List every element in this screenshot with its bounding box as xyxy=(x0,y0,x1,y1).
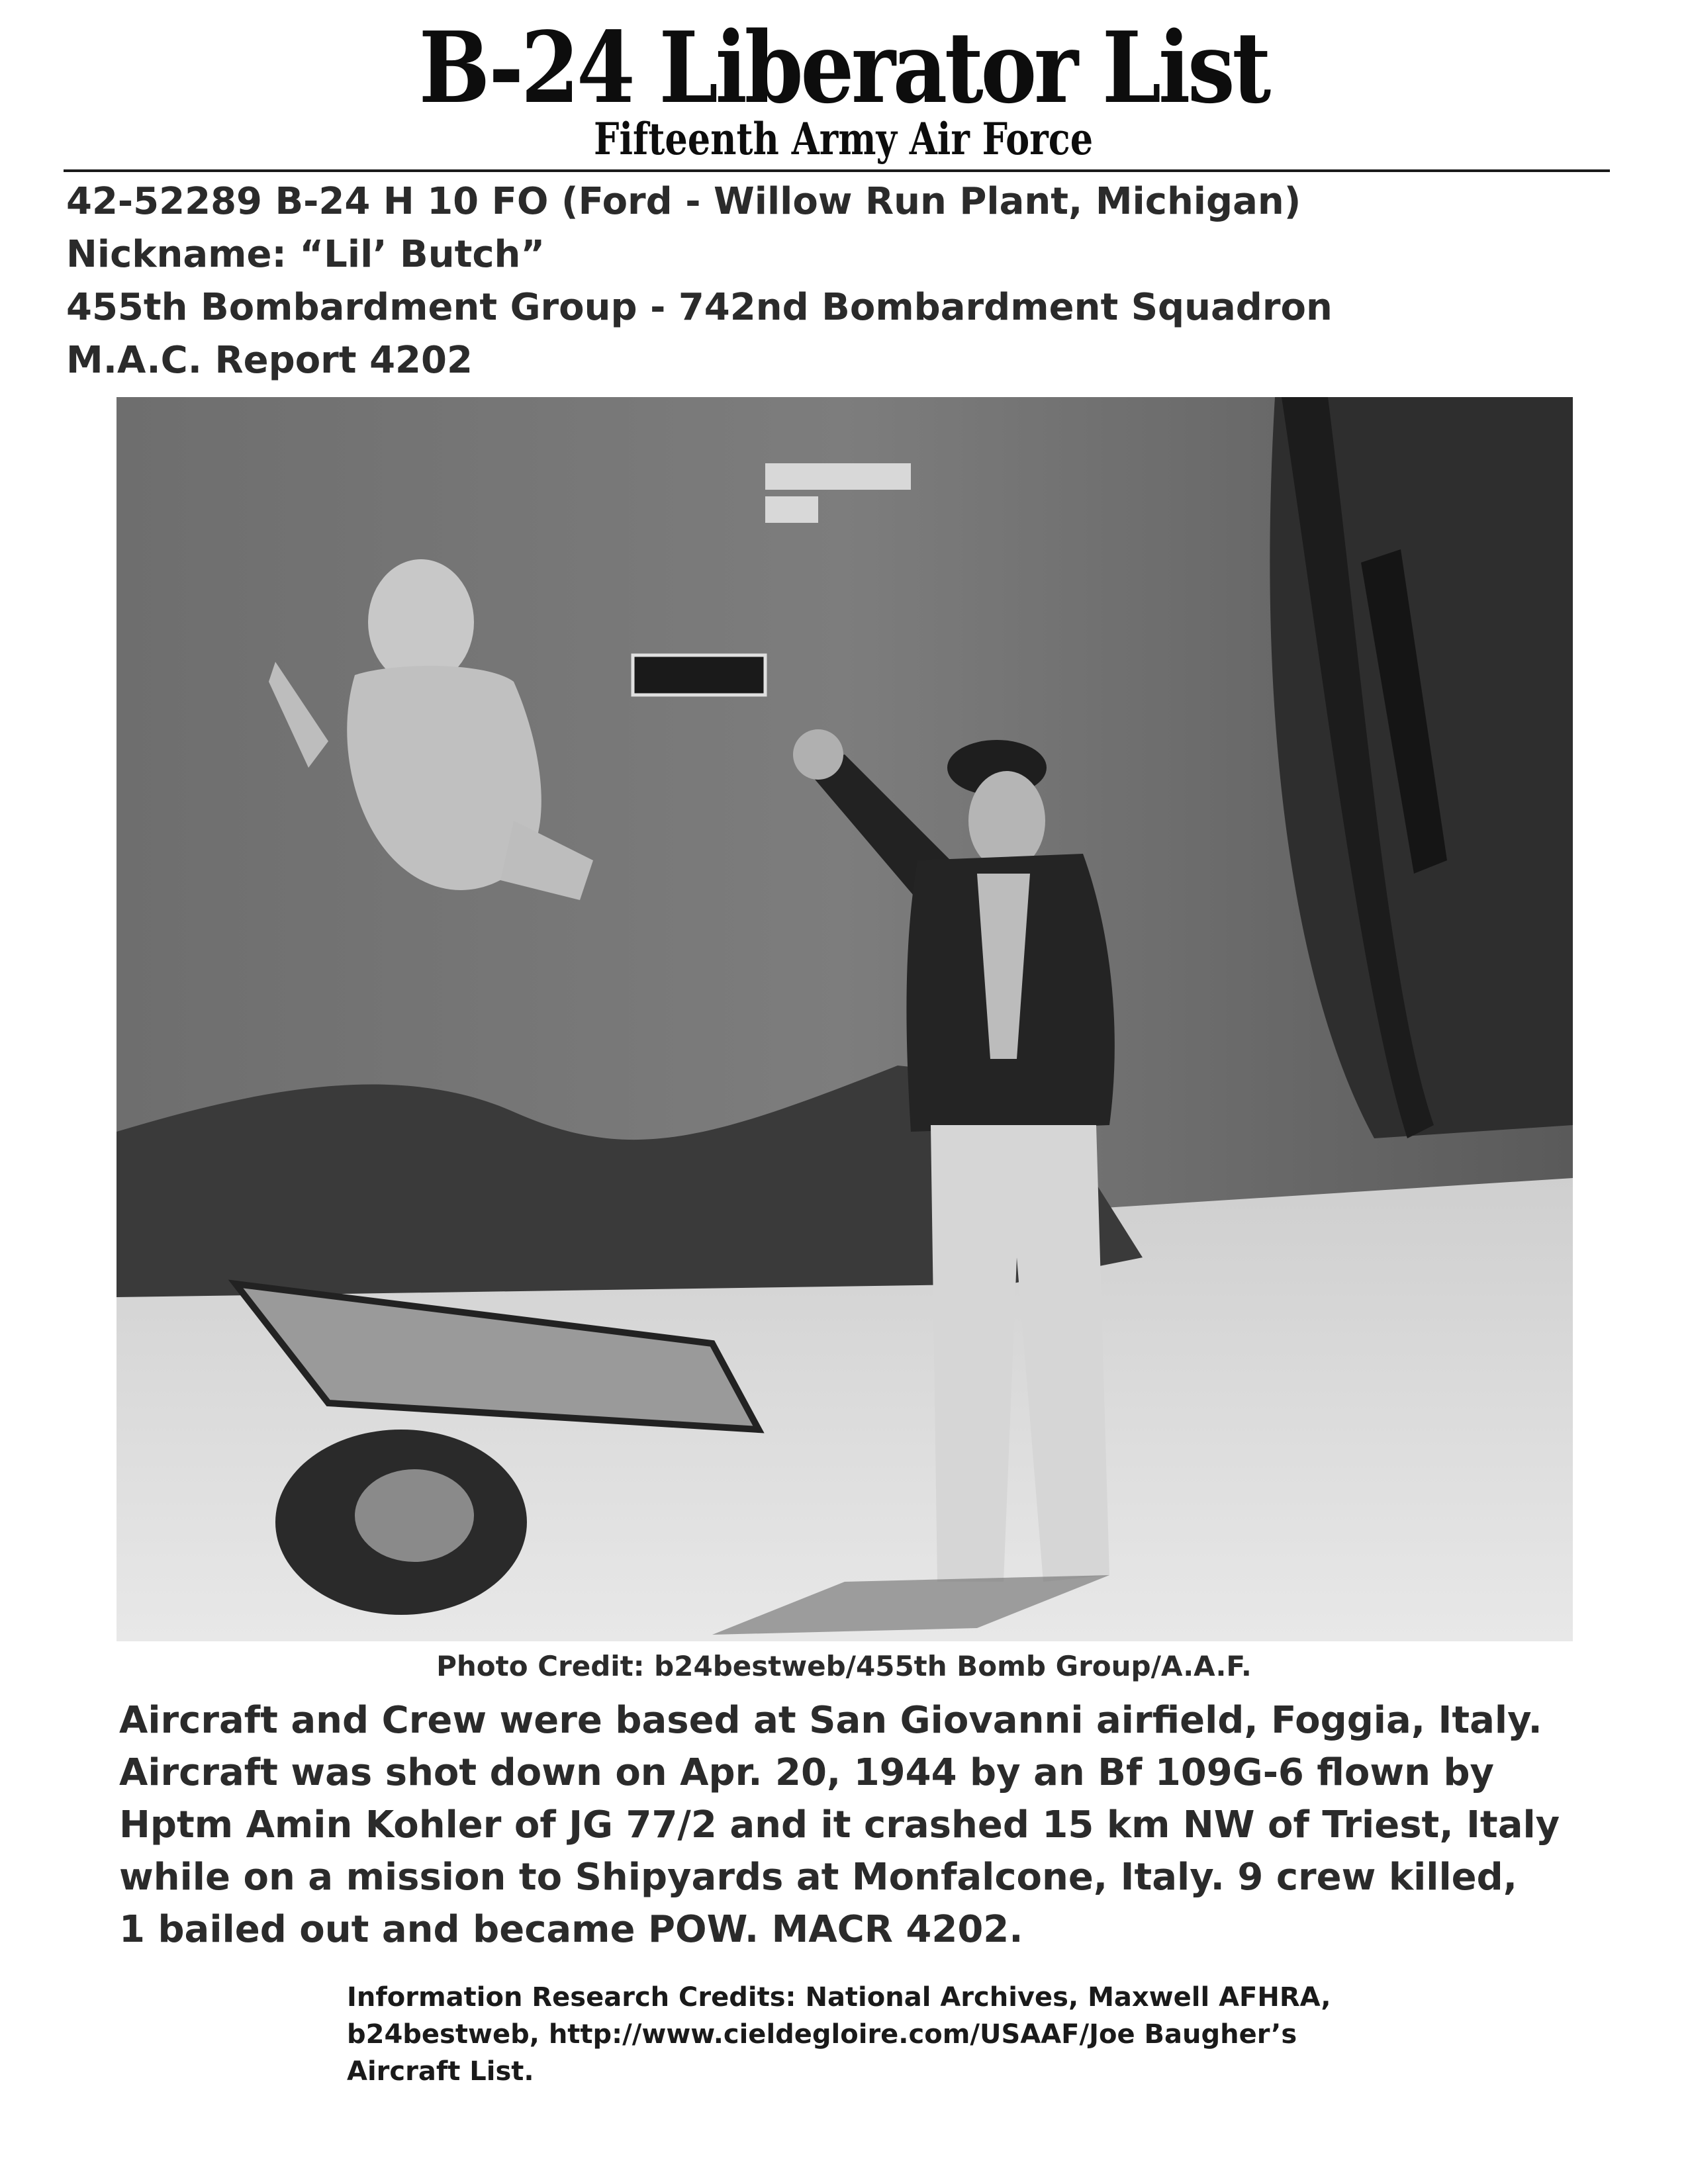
aircraft-photo xyxy=(117,397,1573,1641)
research-credits-line: Aircraft List. xyxy=(347,2056,534,2087)
research-credits-line: b24bestweb, http://www.cieldegloire.com/USAAF/Joe Baugher’s xyxy=(347,2019,1297,2050)
description-line: Hptm Amin Kohler of JG 77/2 and it crashed 15 km NW of Triest, Italy xyxy=(119,1803,1560,1846)
report-line: M.A.C. Report 4202 xyxy=(66,339,473,382)
page-subtitle: Fifteenth Army Air Force xyxy=(594,113,1094,165)
research-credits-line: Information Research Credits: National Archives, Maxwell AFHRA, xyxy=(347,1982,1331,2013)
description-line: 1 bailed out and became POW. MACR 4202. xyxy=(119,1908,1023,1951)
page-title: B-24 Liberator List xyxy=(418,10,1268,125)
description-line: while on a mission to Shipyards at Monfalcone, Italy. 9 crew killed, xyxy=(119,1856,1518,1899)
research-credits xyxy=(347,1979,1472,2090)
nickname-line: Nickname: “Lil’ Butch” xyxy=(66,233,545,276)
description-line: Aircraft was shot down on Apr. 20, 1944 by an Bf 109G-6 flown by xyxy=(119,1751,1495,1794)
serial-line: 42-52289 B-24 H 10 FO (Ford - Willow Run Plant, Michigan) xyxy=(66,180,1301,223)
description-line: Aircraft and Crew were based at San Giovanni airfield, Foggia, Italy. xyxy=(119,1699,1542,1742)
header-divider xyxy=(64,169,1610,172)
photo-credit: Photo Credit: b24bestweb/455th Bomb Group/A.A.F. xyxy=(436,1650,1252,1682)
description xyxy=(119,1694,1642,1956)
unit-line: 455th Bombardment Group - 742nd Bombardment Squadron xyxy=(66,286,1333,329)
